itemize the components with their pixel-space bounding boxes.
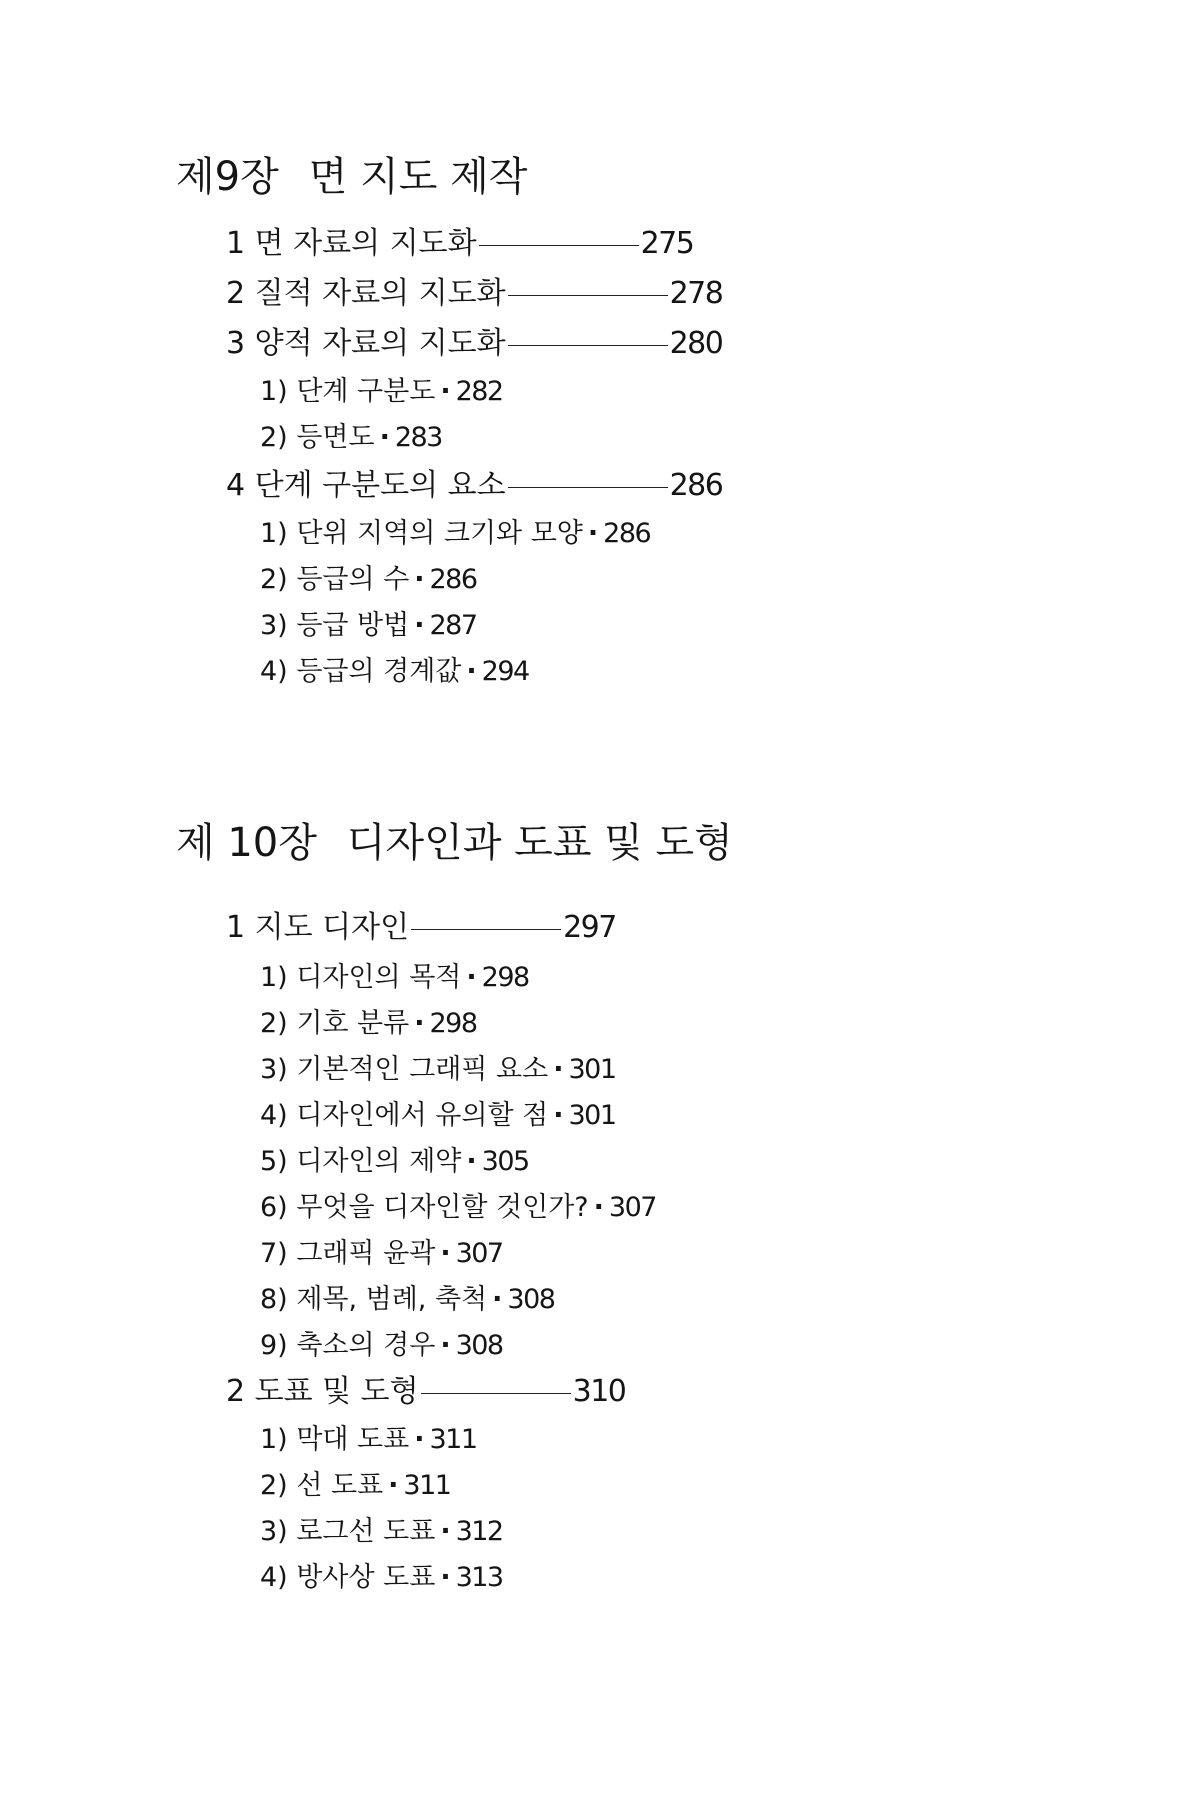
separator-dot: · <box>440 1562 451 1593</box>
subsection-page: 294 <box>481 656 529 687</box>
subsection-title: 기본적인 그래픽 요소 <box>296 1054 549 1085</box>
section-page: 280 <box>669 326 723 361</box>
separator-dot: · <box>553 1054 564 1085</box>
subsection-number: 2) <box>260 564 288 595</box>
section-title: 양적 자료의 지도화 <box>254 326 506 361</box>
subsection-number: 1) <box>260 518 288 549</box>
subsection-number: 7) <box>260 1238 288 1269</box>
subsection-title: 등면도 <box>296 422 375 453</box>
toc-subsection[interactable] <box>260 372 503 412</box>
toc-subsection[interactable] <box>260 1096 616 1136</box>
subsection-number: 4) <box>260 1100 288 1131</box>
section-title: 지도 디자인 <box>254 910 410 945</box>
separator-dot: · <box>553 1100 564 1131</box>
subsection-number: 4) <box>260 1562 288 1593</box>
chapter-title-text: 디자인과 도표 및 도형 <box>346 820 733 866</box>
separator-dot: · <box>492 1284 503 1315</box>
subsection-title: 방사상 도표 <box>296 1562 436 1593</box>
section-number: 2 <box>226 276 246 311</box>
toc-subsection[interactable] <box>260 1558 503 1598</box>
section-number: 1 <box>226 910 246 945</box>
subsection-number: 2) <box>260 1008 288 1039</box>
subsection-title: 그래픽 윤곽 <box>296 1238 436 1269</box>
toc-subsection[interactable] <box>260 1004 477 1044</box>
separator-dot: · <box>414 1424 425 1455</box>
section-page: 275 <box>640 226 694 261</box>
section-title: 단계 구분도의 요소 <box>254 468 506 503</box>
section-number: 3 <box>226 326 246 361</box>
chapter-title <box>176 818 733 868</box>
subsection-number: 1) <box>260 1424 288 1455</box>
subsection-page: 286 <box>603 518 651 549</box>
section-number: 4 <box>226 468 246 503</box>
toc-subsection[interactable] <box>260 1326 503 1366</box>
toc-subsection[interactable] <box>260 1188 656 1228</box>
toc-subsection[interactable] <box>260 560 477 600</box>
subsection-title: 등급의 수 <box>296 564 410 595</box>
subsection-title: 단위 지역의 크기와 모양 <box>296 518 583 549</box>
toc-subsection[interactable] <box>260 606 477 646</box>
toc-section[interactable] <box>226 464 722 508</box>
dot-leader <box>411 929 561 930</box>
toc-subsection[interactable] <box>260 1050 616 1090</box>
subsection-title: 디자인의 제약 <box>296 1146 462 1177</box>
section-number: 1 <box>226 226 246 261</box>
toc-subsection[interactable] <box>260 652 529 692</box>
separator-dot: · <box>379 422 390 453</box>
subsection-number: 3) <box>260 1516 288 1547</box>
separator-dot: · <box>466 962 477 993</box>
toc-subsection[interactable] <box>260 1280 554 1320</box>
subsection-page: 301 <box>568 1100 616 1131</box>
chapter-number: 제 10장 <box>176 820 317 866</box>
subsection-number: 1) <box>260 962 288 993</box>
toc-subsection[interactable] <box>260 1466 450 1506</box>
subsection-title: 로그선 도표 <box>296 1516 436 1547</box>
toc-section[interactable] <box>226 322 722 366</box>
toc-subsection[interactable] <box>260 418 442 458</box>
section-page: 297 <box>563 910 616 945</box>
dot-leader <box>508 295 668 296</box>
subsection-page: 308 <box>455 1330 503 1361</box>
separator-dot: · <box>440 1238 451 1269</box>
subsection-page: 282 <box>455 376 503 407</box>
subsection-page: 287 <box>429 610 477 641</box>
subsection-page: 312 <box>455 1516 503 1547</box>
toc-section[interactable] <box>226 1370 625 1414</box>
section-title: 면 자료의 지도화 <box>254 226 477 261</box>
toc-subsection[interactable] <box>260 1420 477 1460</box>
subsection-number: 3) <box>260 610 288 641</box>
separator-dot: · <box>587 518 599 549</box>
subsection-number: 4) <box>260 656 288 687</box>
subsection-page: 311 <box>403 1470 451 1501</box>
subsection-page: 298 <box>429 1008 477 1039</box>
separator-dot: · <box>440 1516 451 1547</box>
chapter-title-text: 면 지도 제작 <box>308 154 528 200</box>
subsection-title: 막대 도표 <box>296 1424 410 1455</box>
section-page: 278 <box>669 276 723 311</box>
separator-dot: · <box>466 656 477 687</box>
section-page: 310 <box>572 1374 626 1409</box>
subsection-page: 301 <box>568 1054 616 1085</box>
subsection-page: 307 <box>608 1192 656 1223</box>
separator-dot: · <box>440 376 451 407</box>
separator-dot: · <box>414 610 425 641</box>
subsection-number: 8) <box>260 1284 288 1315</box>
section-page: 286 <box>669 468 723 503</box>
section-number: 2 <box>226 1374 246 1409</box>
separator-dot: · <box>414 564 425 595</box>
toc-subsection[interactable] <box>260 1142 529 1182</box>
subsection-title: 디자인에서 유의할 점 <box>296 1100 549 1131</box>
subsection-page: 283 <box>394 422 442 453</box>
subsection-title: 등급의 경계값 <box>296 656 462 687</box>
dot-leader <box>508 345 668 346</box>
subsection-title: 디자인의 목적 <box>296 962 462 993</box>
subsection-number: 2) <box>260 1470 288 1501</box>
subsection-number: 1) <box>260 376 288 407</box>
section-title: 도표 및 도형 <box>254 1374 419 1409</box>
toc-subsection[interactable] <box>260 1512 503 1552</box>
chapter-title <box>176 152 527 202</box>
subsection-number: 6) <box>260 1192 288 1223</box>
subsection-number: 5) <box>260 1146 288 1177</box>
dot-leader <box>508 487 668 488</box>
subsection-page: 298 <box>481 962 529 993</box>
subsection-page: 308 <box>507 1284 555 1315</box>
toc-subsection[interactable] <box>260 1234 503 1274</box>
subsection-title: 단계 구분도 <box>296 376 436 407</box>
subsection-number: 3) <box>260 1054 288 1085</box>
subsection-page: 305 <box>481 1146 529 1177</box>
subsection-page: 286 <box>429 564 477 595</box>
separator-dot: · <box>414 1008 425 1039</box>
subsection-title: 제목, 범례, 축척 <box>296 1284 488 1315</box>
chapter-number: 제9장 <box>176 154 279 200</box>
toc-section[interactable] <box>226 906 616 950</box>
subsection-title: 선 도표 <box>296 1470 384 1501</box>
toc-subsection[interactable] <box>260 514 650 554</box>
subsection-title: 등급 방법 <box>296 610 410 641</box>
subsection-page: 313 <box>455 1562 503 1593</box>
section-title: 질적 자료의 지도화 <box>254 276 506 311</box>
subsection-page: 307 <box>455 1238 503 1269</box>
subsection-title: 축소의 경우 <box>296 1330 436 1361</box>
subsection-page: 311 <box>429 1424 477 1455</box>
separator-dot: · <box>388 1470 399 1501</box>
dot-leader <box>421 1393 571 1394</box>
separator-dot: · <box>440 1330 451 1361</box>
separator-dot: · <box>466 1146 477 1177</box>
toc-subsection[interactable] <box>260 958 529 998</box>
subsection-title: 무엇을 디자인할 것인가? <box>296 1192 589 1223</box>
separator-dot: · <box>593 1192 604 1223</box>
subsection-number: 2) <box>260 422 288 453</box>
subsection-title: 기호 분류 <box>296 1008 410 1039</box>
toc-section[interactable] <box>226 222 693 266</box>
subsection-number: 9) <box>260 1330 288 1361</box>
toc-section[interactable] <box>226 272 722 316</box>
dot-leader <box>479 245 639 246</box>
